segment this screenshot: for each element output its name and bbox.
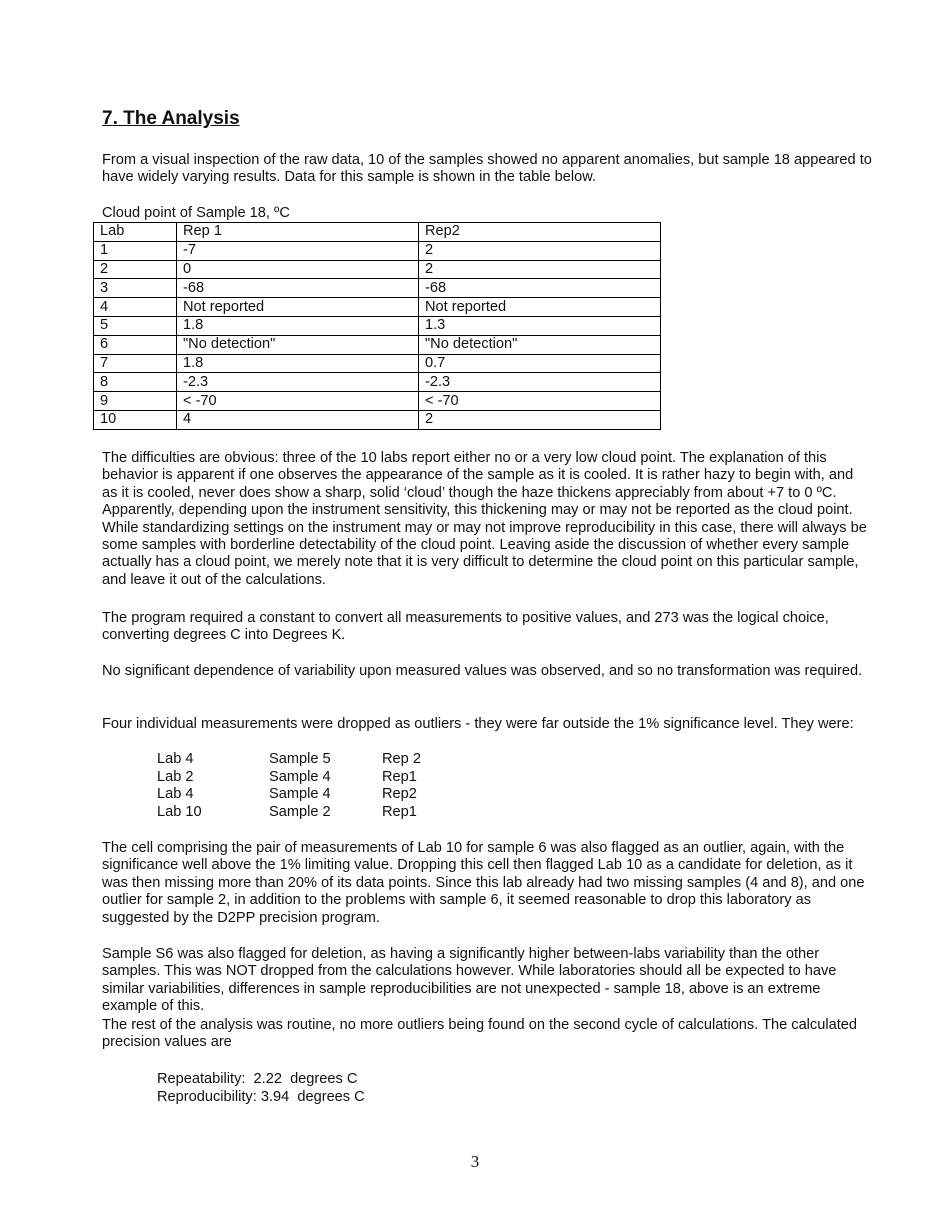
- table-row: [94, 392, 661, 411]
- table-header-row: [94, 223, 661, 242]
- rep1-cell: -7: [177, 241, 419, 260]
- lab10-paragraph: The cell comprising the pair of measurements of Lab 10 for sample 6 was also flagged as an outlier, again, with the significance well above the 1% limiting value. Dropping this cell then flagged Lab 10 as a candidate for deletion, as it was then missing more than 20% of its data points. Since this lab already had two missing samples (4 and 8), and one outlier for sample 2, in addition to the problems with sample 6, it seemed reasonable to drop this laboratory as suggested by the D2PP precision program.: [102, 840, 865, 926]
- precision-values: [157, 1071, 365, 1106]
- repeatability-label: Repeatability:: [157, 1071, 246, 1087]
- lab-cell: 4: [94, 298, 177, 317]
- table-row: [94, 279, 661, 298]
- rep1-cell: 1.8: [177, 316, 419, 335]
- rep1-cell: -68: [177, 279, 419, 298]
- rep1-cell: 0: [177, 260, 419, 279]
- reproducibility-unit: degrees C: [297, 1088, 365, 1105]
- outlier-sample: Sample 4: [269, 768, 331, 785]
- outlier-sample: Sample 2: [269, 803, 331, 820]
- routine-paragraph: The rest of the analysis was routine, no more outliers being found on the second cycle of calculations. The calculated precision values are: [102, 1017, 857, 1051]
- outlier-rep: Rep1: [382, 803, 417, 820]
- repeatability-unit: degrees C: [290, 1071, 358, 1087]
- rep2-cell: 0.7: [419, 354, 661, 373]
- cloud-point-table: [93, 222, 661, 430]
- lab-cell: 7: [94, 354, 177, 373]
- transformation-paragraph: No significant dependence of variability upon measured values was observed, and so no transformation was required.: [102, 663, 863, 679]
- outlier-row: [157, 786, 421, 804]
- outlier-sample: Sample 5: [269, 751, 331, 767]
- table-row: [94, 335, 661, 354]
- repeatability-row: [157, 1071, 365, 1089]
- rep2-cell: 1.3: [419, 316, 661, 335]
- section-title: 7. The Analysis: [102, 108, 240, 129]
- table-caption: Cloud point of Sample 18, ºC: [102, 205, 290, 221]
- table-row: [94, 354, 661, 373]
- sample-s6-paragraph: Sample S6 was also flagged for deletion, as having a significantly higher between-labs variability than the other samples. This was NOT dropped from the calculations however. While laboratories should all be expected to have similar variabilities, differences in sample reproducibilities are not unexpected - sample 18, above is an extreme example of this.: [102, 946, 837, 1015]
- reproducibility-value: 3.94: [260, 1088, 290, 1105]
- intro-paragraph: From a visual inspection of the raw data, 10 of the samples showed no apparent anomalies, but sample 18 appeared to have widely varying results. Data for this sample is shown in the table below.: [102, 152, 872, 186]
- rep2-cell: 2: [419, 410, 661, 429]
- constant-paragraph: The program required a constant to convert all measurements to positive values, and 273 was the logical choice, converting degrees C into Degrees K.: [102, 610, 829, 644]
- reproducibility-row: [157, 1089, 365, 1107]
- outlier-list: [157, 751, 421, 821]
- outlier-lab: Lab 4: [157, 751, 194, 767]
- lab-cell: 3: [94, 279, 177, 298]
- lab-cell: 8: [94, 373, 177, 392]
- rep1-cell: -2.3: [177, 373, 419, 392]
- lab-cell: 6: [94, 335, 177, 354]
- outlier-rep: Rep 2: [382, 751, 421, 767]
- rep2-cell: Rep2: [419, 223, 661, 242]
- lab-cell: 2: [94, 260, 177, 279]
- rep2-cell: 2: [419, 241, 661, 260]
- outlier-row: [157, 769, 421, 787]
- rep2-cell: 2: [419, 260, 661, 279]
- page-number: 3: [470, 1152, 480, 1171]
- rep1-cell: 1.8: [177, 354, 419, 373]
- reproducibility-label: Reproducibility:: [157, 1088, 257, 1105]
- rep2-cell: Not reported: [419, 298, 661, 317]
- lab-cell: 1: [94, 241, 177, 260]
- difficulties-paragraph: The difficulties are obvious: three of the 10 labs report either no or a very low cloud point. The explanation of this behavior is apparent if one observes the appearance of the sample as it is cooled. It is rather hazy to begin with, and as it is cooled, never does show a sharp, solid ‘cloud’ though the haze thickens appreciably from about +7 to 0 ºC. Apparently, depending upon the instrument sensitivity, this thickening may or may not be reported as the cloud point. While standardizing settings on the instrument may or may not improve reproducibility in this case, there will always be some samples with borderline detectability of the cloud point. Leaving aside the discussion of whether every sample actually has a cloud point, we merely note that it is very difficult to determine the cloud point on this particular sample, and leave it out of the calculations.: [102, 450, 867, 588]
- rep1-cell: Rep 1: [177, 223, 419, 242]
- lab-cell: Lab: [94, 223, 177, 242]
- rep1-cell: "No detection": [177, 335, 419, 354]
- rep2-cell: < -70: [419, 392, 661, 411]
- table-row: [94, 410, 661, 429]
- outlier-rep: Rep1: [382, 768, 417, 785]
- rep2-cell: -2.3: [419, 373, 661, 392]
- outlier-sample: Sample 4: [269, 786, 331, 803]
- repeatability-value: 2.22: [253, 1071, 282, 1087]
- outlier-row: [157, 804, 421, 822]
- outlier-lab: Lab 4: [157, 786, 194, 803]
- rep1-cell: < -70: [177, 392, 419, 411]
- table-row: [94, 298, 661, 317]
- lab-cell: 10: [94, 410, 177, 429]
- rep2-cell: "No detection": [419, 335, 661, 354]
- table-row: [94, 260, 661, 279]
- outlier-lab: Lab 2: [157, 768, 194, 785]
- outlier-rep: Rep2: [382, 786, 417, 803]
- rep2-cell: -68: [419, 279, 661, 298]
- table-row: [94, 373, 661, 392]
- table-row: [94, 241, 661, 260]
- rep1-cell: 4: [177, 410, 419, 429]
- outliers-paragraph: Four individual measurements were dropped as outliers - they were far outside the 1% significance level. They were:: [102, 716, 854, 732]
- lab-cell: 5: [94, 316, 177, 335]
- table-row: [94, 316, 661, 335]
- outlier-row: [157, 751, 421, 769]
- outlier-lab: Lab 10: [157, 803, 202, 820]
- lab-cell: 9: [94, 392, 177, 411]
- rep1-cell: Not reported: [177, 298, 419, 317]
